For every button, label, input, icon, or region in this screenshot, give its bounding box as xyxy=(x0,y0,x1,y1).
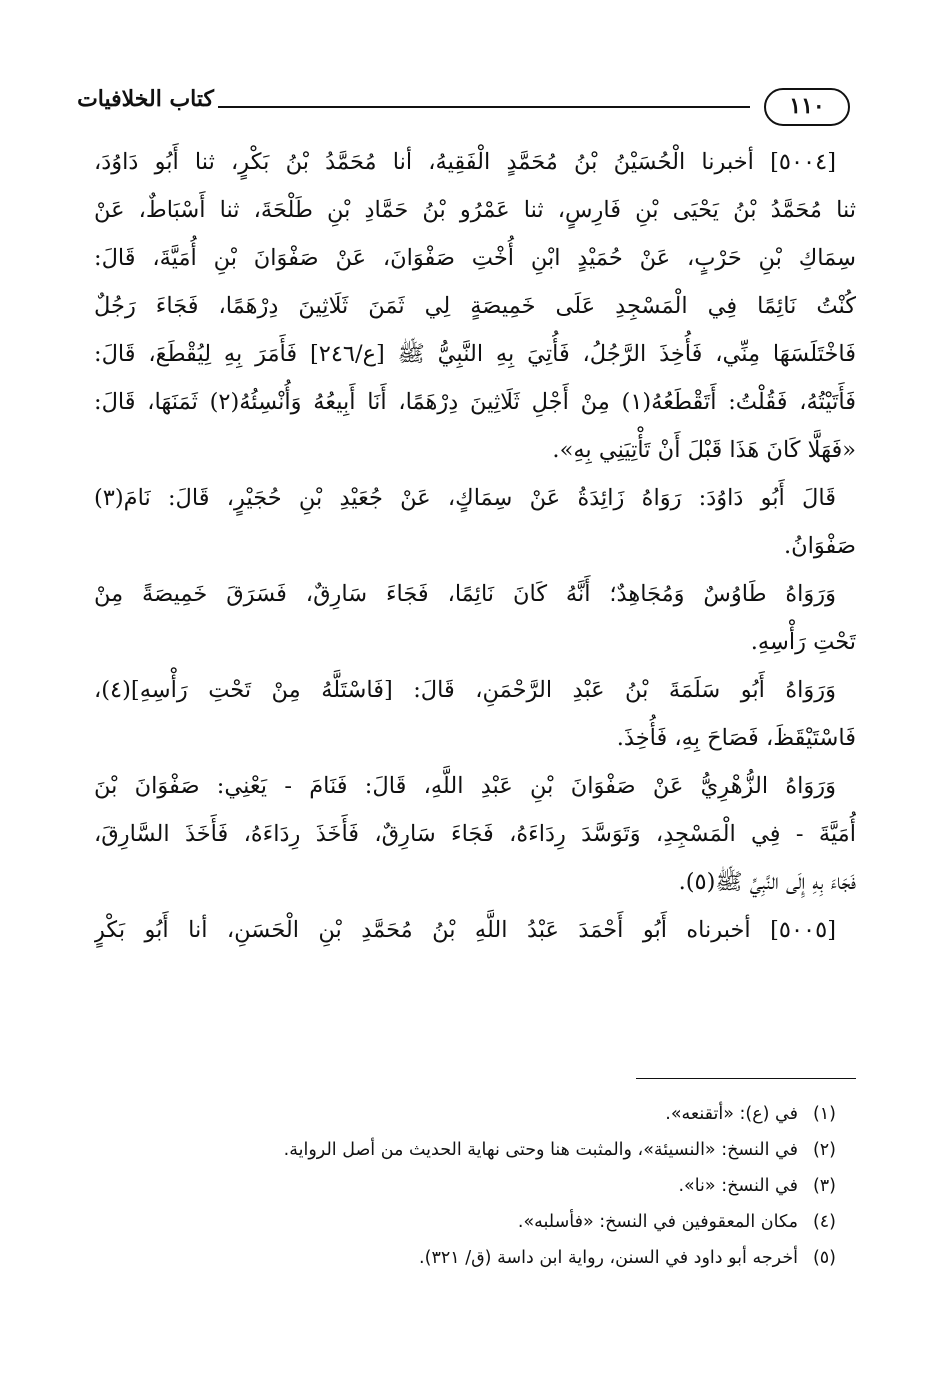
header-rule xyxy=(218,106,750,108)
text-line: سِمَاكِ بْنِ حَرْبٍ، عَنْ حُمَيْدٍ ابْنِ أُخْتِ صَفْوَانَ، عَنْ صَفْوَانَ بْنِ أُمَيَّةَ، قَالَ: xyxy=(94,245,856,271)
text-line: تَحْتِ رَأْسِهِ. xyxy=(750,629,856,655)
footnote-text: في النسخ: «نا». xyxy=(678,1176,798,1196)
page-number: ١١٠ xyxy=(764,88,850,126)
footnote xyxy=(96,1240,836,1276)
footnote-number: (٥) xyxy=(812,1248,836,1268)
text-line: [٥٠٠٤] أخبرنا الْحُسَيْنُ بْنُ مُحَمَّدٍ الْفَقِيهُ، أنا مُحَمَّدُ بْنُ بَكْرٍ، ثنا أَبُو دَاوُدَ، xyxy=(94,149,836,175)
footnote-text: في النسخ: «النسيئة»، والمثبت هنا وحتى نهاية الحديث من أصل الرواية. xyxy=(283,1140,798,1160)
text-line: ثنا مُحَمَّدُ بْنُ يَحْيَى بْنِ فَارِسٍ، ثنا عَمْرُو بْنُ حَمَّادِ بْنِ طَلْحَةَ، ثنا أَسْبَاطٌ، عَنْ xyxy=(94,197,856,223)
footnote-number: (٤) xyxy=(812,1212,836,1232)
text-line: كُنْتُ نَائِمًا فِي الْمَسْجِدِ عَلَى خَمِيصَةٍ لِي ثَمَنَ ثَلَاثِينَ دِرْهَمًا، فَجَاءَ رَجُلٌ xyxy=(94,293,856,319)
footnote-text: في (ع): «أتقنعه». xyxy=(665,1104,798,1124)
text-line: فَجَاءَ بِهِ إِلَى النَّبِيِّ ﷺ(٥). xyxy=(678,869,856,895)
main-text xyxy=(94,138,856,954)
text-line: أُمَيَّةَ - فِي الْمَسْجِدِ، وَتَوَسَّدَ رِدَاءَهُ، فَجَاءَ سَارِقٌ، فَأَخَذَ رِدَاءَهُ، فَأَخَذَ السَّارِقَ، xyxy=(94,821,856,847)
footnote xyxy=(96,1204,836,1240)
footnote-text: مكان المعقوفين في النسخ: «فأسلبه». xyxy=(517,1212,798,1232)
text-line: [٥٠٠٥] أخبرناه أَبُو أَحْمَدَ عَبْدُ اللَّهِ بْنُ مُحَمَّدِ بْنِ الْحَسَنِ، أنا أَبُو بَكْرٍ xyxy=(94,917,836,943)
book-title: كتاب الخلافيات xyxy=(77,86,214,112)
footnote xyxy=(96,1096,836,1132)
footnote-separator xyxy=(636,1078,856,1079)
text-line: قَالَ أَبُو دَاوُدَ: رَوَاهُ زَائِدَةُ عَنْ سِمَاكٍ، عَنْ جُعَيْدِ بْنِ حُجَيْرٍ، قَالَ: نَامَ(٣) xyxy=(94,485,836,511)
text-line: وَرَوَاهُ طَاوُسٌ وَمُجَاهِدٌ؛ أَنَّهُ كَانَ نَائِمًا، فَجَاءَ سَارِقٌ، فَسَرَقَ خَمِيصَةً مِنْ xyxy=(94,581,836,607)
text-line: فَاسْتَيْقَظَ، فَصَاحَ بِهِ، فَأُخِذَ. xyxy=(616,725,856,751)
text-line: فَأَتَيْتُهُ، فَقُلْتُ: أَتَقْطَعُهُ(١) مِنْ أَجْلِ ثَلَاثِينَ دِرْهَمًا، أَنَا أَبِيعُهُ وَأُنْسِئُهُ(٢) ثَمَنَهَا، قَالَ: xyxy=(94,389,856,415)
footnote-number: (١) xyxy=(812,1104,836,1124)
text-line: وَرَوَاهُ الزُّهْرِيُّ عَنْ صَفْوَانَ بْنِ عَبْدِ اللَّهِ، قَالَ: فَنَامَ - يَعْنِي: صَفْوَانَ بْنَ xyxy=(94,773,836,799)
footnotes xyxy=(96,1096,836,1276)
footnote-number: (٣) xyxy=(812,1176,836,1196)
footnote-text: أخرجه أبو داود في السنن، رواية ابن داسة (ق/ ٣٢١). xyxy=(419,1248,798,1268)
footnote xyxy=(96,1132,836,1168)
footnote xyxy=(96,1168,836,1204)
text-line: فَاخْتَلَسَهَا مِنِّي، فَأُخِذَ الرَّجُلُ، فَأُتِيَ بِهِ النَّبِيُّ ﷺ [ع/٢٤٦] فَأَمَرَ بِهِ لِيُقْطَعَ، قَالَ: xyxy=(94,341,856,367)
text-line: «فَهَلَّا كَانَ هَذَا قَبْلَ أَنْ تَأْتِيَنِي بِهِ». xyxy=(552,437,856,463)
page-header xyxy=(77,82,850,132)
footnote-number: (٢) xyxy=(812,1140,836,1160)
text-line: وَرَوَاهُ أَبُو سَلَمَةَ بْنُ عَبْدِ الرَّحْمَنِ، قَالَ: [فَاسْتَلَّهُ مِنْ تَحْتِ رَأْسِهِ](٤)، xyxy=(94,677,836,703)
text-line: صَفْوَانُ. xyxy=(783,533,856,559)
